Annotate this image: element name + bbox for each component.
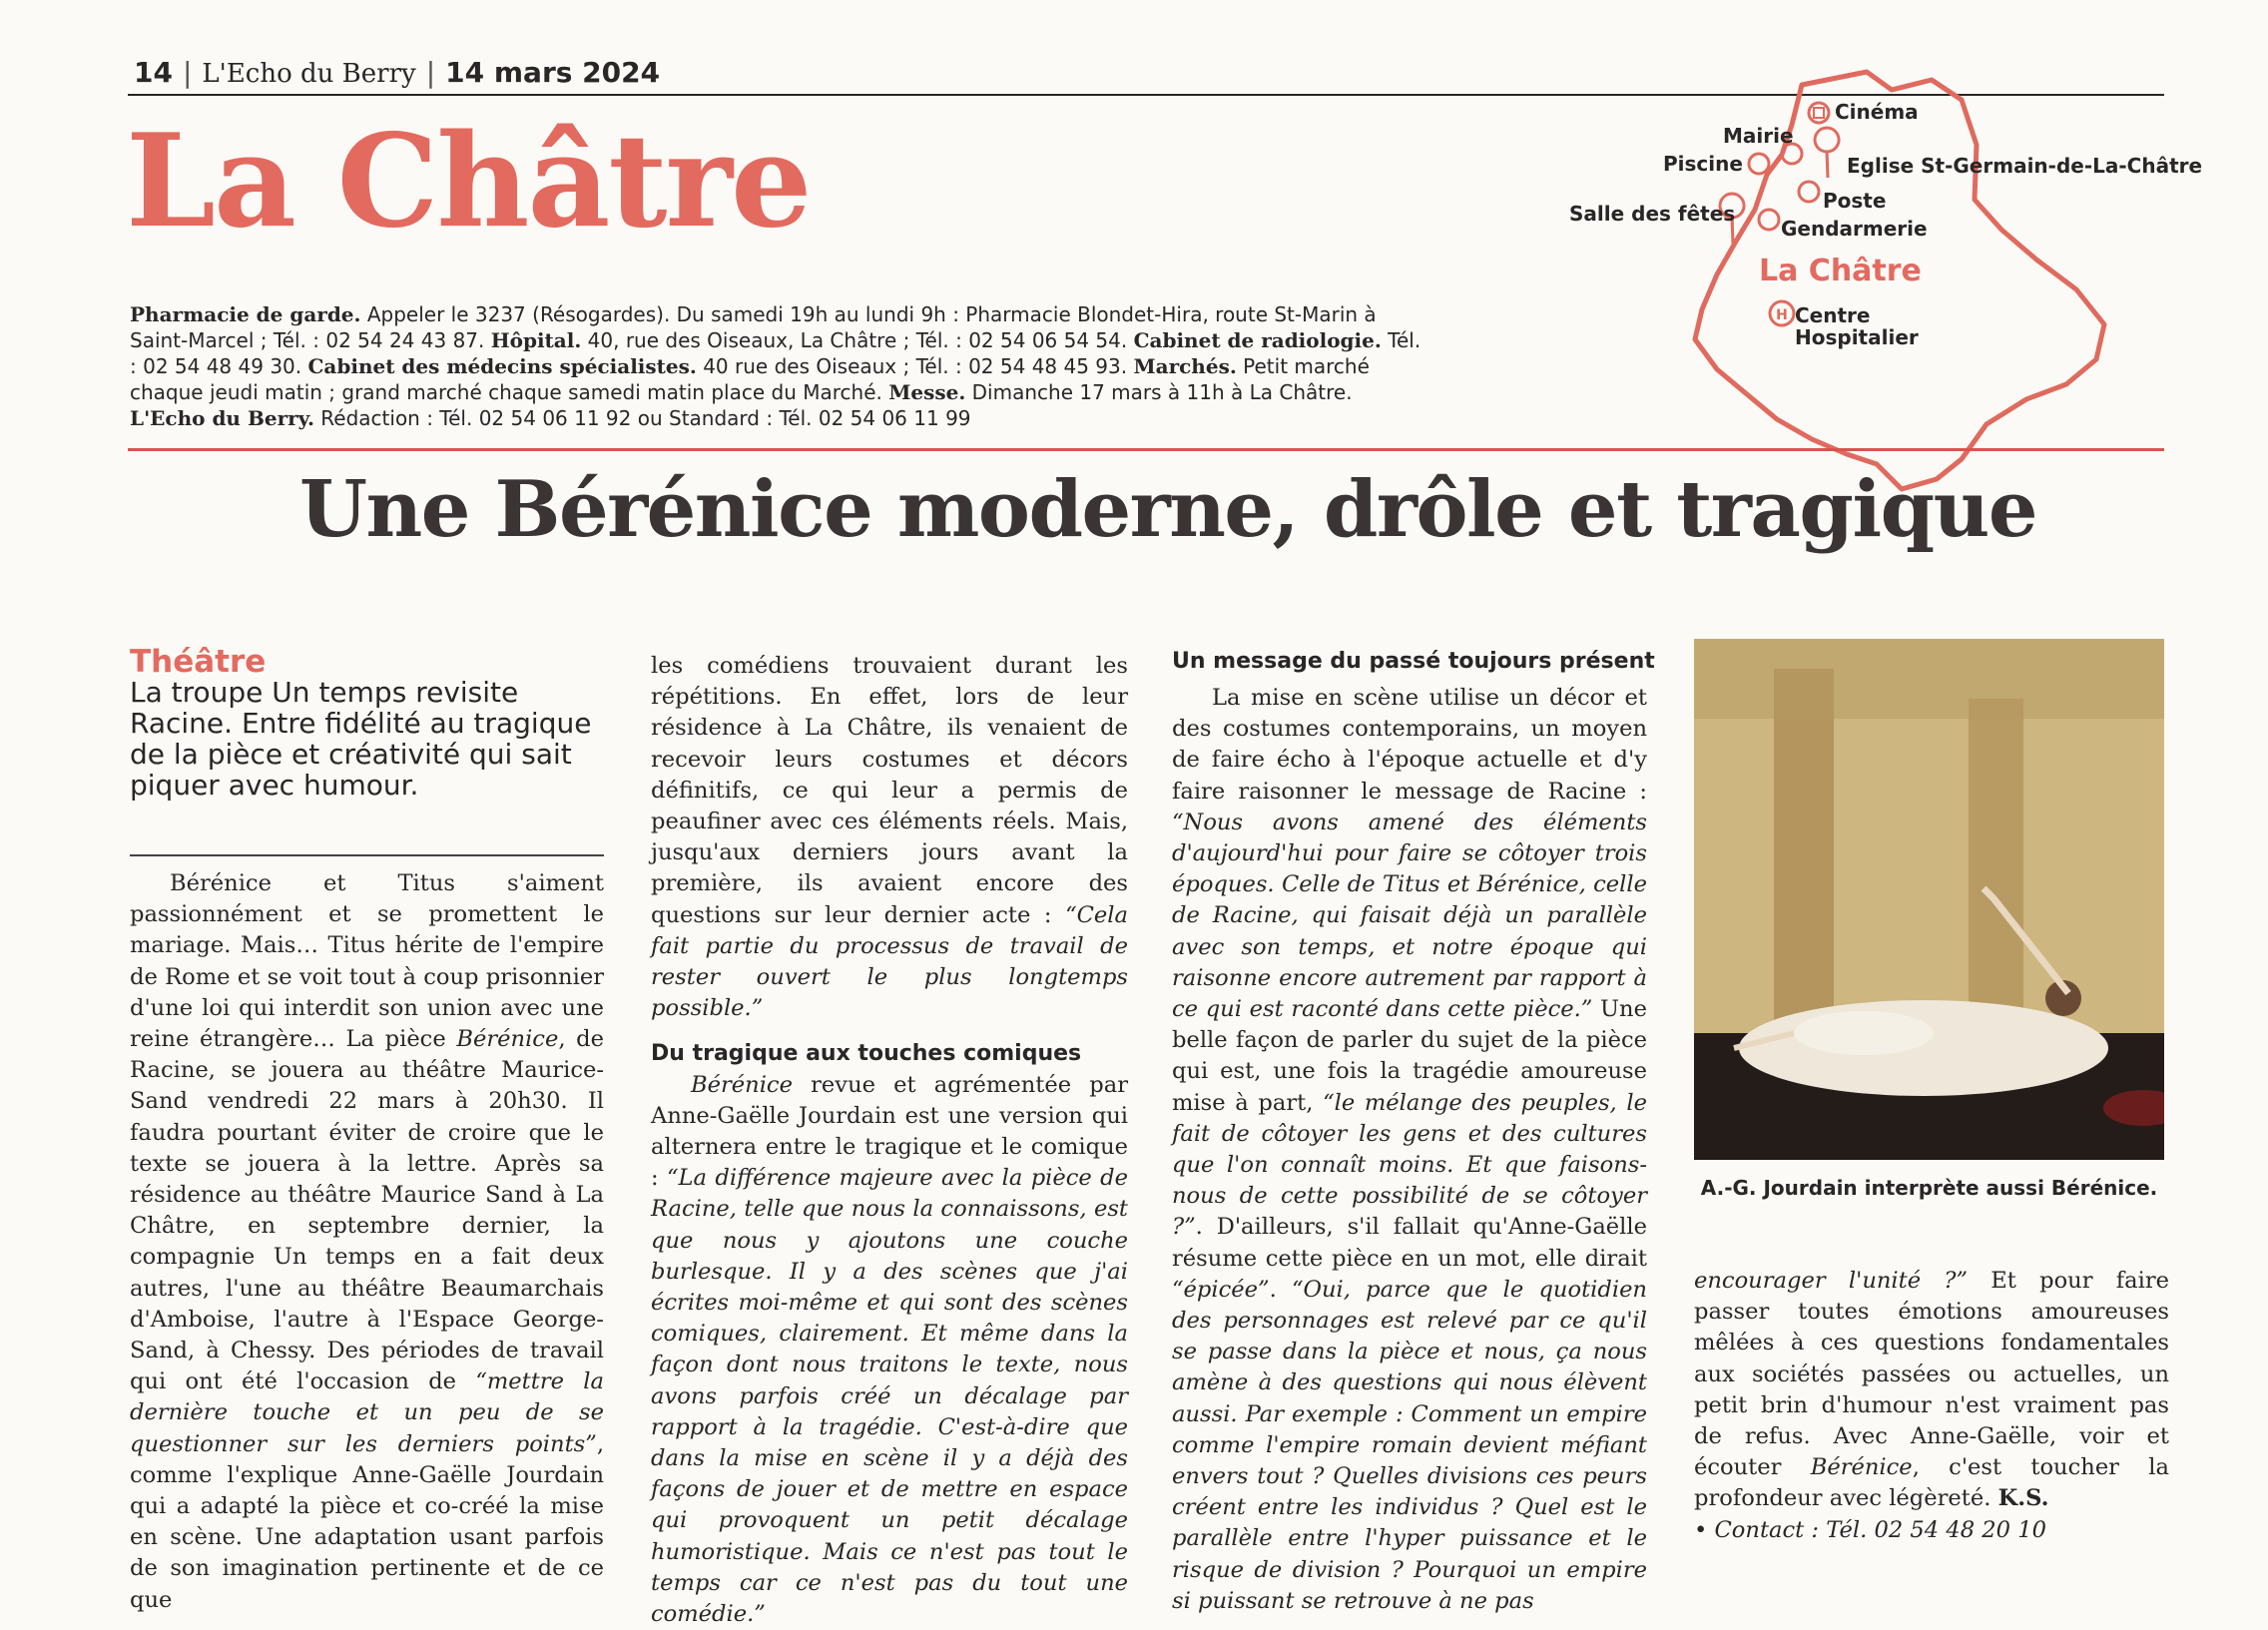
eglise-icon <box>1815 128 1839 178</box>
map-label-gendarmerie: Gendarmerie <box>1781 217 1928 241</box>
quote: “La différence majeure avec la pièce de Racine, telle que nous la connaissons, est que nous y ajoutons une couche burlesque. Il y a des scènes que j'ai écrites moi-même et qui sont des scènes comiques, clairement. Et même dans la façon dont nous traitons le texte, nous avons parfois créé un décalage par rapport à la tragédie. C'est-à-dire que dans la mise en scène il y a déjà des façons de jouer et de mettre en espace qui provoquent un petit décalage humoristique. Mais ce n'est pas tout le temps car ce n'est pas du tout une comédie.” <box>651 1165 1128 1628</box>
map-label-hopital-2: Hospitalier <box>1795 325 1919 349</box>
info-text: Tél. : 02 54 48 49 30. <box>130 328 1421 378</box>
map-label-mairie: Mairie <box>1723 124 1794 148</box>
map-label-piscine: Piscine <box>1663 152 1743 176</box>
play-title: Bérénice <box>456 1026 559 1053</box>
paragraph <box>130 868 604 1616</box>
article-headline: Une Bérénice moderne, drôle et tragique <box>299 464 2036 555</box>
paragraph <box>1694 1266 2169 1515</box>
text-run: Bérénice et Titus s'aiment passionnément et se promettent le mariage. Mais… Titus hérite de l'empire de Rome et se voit tout à coup prisonnier d'une loi qui interdit son union avec une reine étrangère… La pièce <box>130 870 604 1053</box>
photo-illustration <box>1694 639 2164 1160</box>
info-label: Hôpital. <box>490 328 582 352</box>
quote: “le mélange des peuples, le fait de côtoyer les gens et des cultures que l'on connaît moins. Et que faisons-nous de cette possibilité de se côtoyer ?” <box>1172 1089 1647 1241</box>
quote: “épicée” <box>1172 1276 1270 1303</box>
quote: “Oui, parce que le quotidien des personnages est relevé par ce qu'il se passe dans la pièce et nous, ça nous amène à des questions qui nous élèvent aussi. Par exemple : Comment un empire comme l'empire romain devient méfiant envers tout ? Quelles divisions ces peurs créent entre les individus ? Quel est le parallèle entre l'hyper puissance et le risque de division ? Pourquoi un empire si puissant se retrouve à ne pas <box>1172 1276 1647 1614</box>
section-title: La Châtre <box>126 107 811 257</box>
hopital-icon <box>1770 301 1794 325</box>
info-text: Rédaction : Tél. 02 54 06 11 92 ou Standard : Tél. 02 54 06 11 99 <box>313 406 971 430</box>
section-rule <box>128 448 2164 451</box>
quote: encourager l'unité ?” <box>1694 1268 1969 1294</box>
subheading: Du tragique aux touches comiques <box>651 1041 1082 1067</box>
piscine-icon <box>1749 154 1769 174</box>
map-label-eglise: Eglise St-Germain-de-La-Châtre <box>1847 154 2203 178</box>
text-run: , de Racine, se jouera au théâtre Maurice-Sand vendredi 22 mars à 20h30. Il faudra pourtant éviter de croire que le texte se jouera à la lettre. Après sa résidence au théâtre Maurice Sand à La Châtre, en septembre dernier, la compagnie Un temps en a fait deux autres, l'une au théâtre Beaumarchais d'Amboise, l'autre à l'Espace George-Sand, à Chessy. Des périodes de travail qui ont été l'occasion de <box>130 1026 604 1395</box>
text-run: . <box>1269 1276 1292 1303</box>
info-label: Marchés. <box>1133 354 1237 378</box>
photo-caption: A.-G. Jourdain interprète aussi Bérénice. <box>1700 1176 2158 1200</box>
gendarmerie-icon <box>1759 210 1779 230</box>
map-label-salle: Salle des fêtes <box>1569 202 1736 226</box>
poste-icon <box>1799 182 1819 202</box>
info-text: 40 rue des Oiseaux ; Tél. : 02 54 48 45 93. <box>696 354 1134 378</box>
text-run: Une belle façon de parler du sujet de la pièce qui est, une fois la tragédie amoureuse mise à part, <box>1172 996 1647 1116</box>
page-number: 14 <box>134 56 173 89</box>
text-run: . D'ailleurs, s'il fallait qu'Anne-Gaëlle résume cette pièce en un mot, elle dirait <box>1172 1214 1647 1272</box>
paragraph <box>651 651 1128 1024</box>
info-label: Pharmacie de garde. <box>130 302 361 326</box>
map-city-name: La Châtre <box>1759 254 1922 288</box>
text-run: Et pour faire passer toutes émotions amoureuses mêlées à ces questions fondamentales aux sociétés passées ou actuelles, un petit brin d'humour n'est vraiment pas de refus. Avec Anne-Gaëlle, voir et écouter <box>1694 1268 2170 1481</box>
play-title: Bérénice <box>691 1071 793 1098</box>
contact-line: • Contact : Tél. 02 54 48 20 10 <box>1694 1516 2046 1543</box>
quote: “Cela fait partie du processus de travail de rester ouvert le plus longtemps possible.” <box>651 901 1128 1022</box>
article-photo <box>1694 639 2164 1160</box>
separator: | <box>182 56 193 89</box>
article-column-2 <box>651 651 1128 1630</box>
article-chapo: La troupe Un temps revisite Racine. Entre fidélité au tragique de la pièce et créativité qui sait piquer avec humour. <box>130 676 592 802</box>
separator: | <box>425 56 436 89</box>
text-run: , comme l'explique Anne-Gaëlle Jourdain qui a adapté la pièce et co-créé la mise en scène. Une adaptation usant parfois de son imagination pertinente et de ce que <box>130 1430 604 1613</box>
author-signature: K.S. <box>1997 1485 2049 1512</box>
info-text: Dimanche 17 mars à 11h à La Châtre. <box>965 380 1353 404</box>
text-run: , c'est toucher la profondeur avec légèreté. <box>1694 1454 2169 1512</box>
play-title: Bérénice <box>1810 1454 1913 1481</box>
article-column-4 <box>1694 1266 2169 1546</box>
info-label: Cabinet des médecins spécialistes. <box>307 354 697 378</box>
article-column-1 <box>130 868 604 1616</box>
column-rule <box>130 854 604 856</box>
svg-text:H: H <box>1776 307 1788 323</box>
text-run: La mise en scène utilise un décor et des costumes contemporains, un moyen de faire écho à l'époque actuelle et d'y faire raisonner le message de Racine : <box>1172 685 1647 805</box>
map-label-hopital-1: Centre <box>1795 303 1871 327</box>
quote: “Nous avons amené des éléments d'aujourd'hui pour faire se côtoyer trois époques. Celle de Titus et Bérénice, celle de Racine, qui faisait déjà un parallèle avec son temps, et notre époque qui raisonne encore autrement par rapport à ce qui est raconté dans cette pièce.” <box>1172 809 1647 1023</box>
text-run: revue et agrémentée par Anne-Gaëlle Jourdain est une version qui alternera entre le tragique et le comique : <box>651 1071 1128 1192</box>
info-text: Petit marché chaque jeudi matin ; grand marché chaque samedi matin place du Marché. <box>130 354 1370 404</box>
subheading: Un message du passé toujours présent <box>1172 649 1655 674</box>
paragraph <box>651 1070 1128 1630</box>
info-label: Cabinet de radiologie. <box>1133 328 1382 352</box>
article-kicker: Théâtre <box>130 644 267 680</box>
page-header <box>134 56 660 89</box>
text-run: les comédiens trouvaient durant les répétitions. En effet, lors de leur résidence à La Châtre, ils venaient de recevoir leurs costumes et décors définitifs, ce qui leur a permis de peaufiner avec ces éléments réels. Mais, jusqu'aux derniers jours avant la première, ils avaient encore des questions sur leur dernier acte : <box>651 653 1128 928</box>
article-column-3 <box>1172 683 1647 1617</box>
quote: “mettre la dernière touche et un peu de se questionner sur les derniers points” <box>130 1368 604 1457</box>
newspaper-name: L'Echo du Berry <box>202 59 416 89</box>
info-text: 40, rue des Oiseaux, La Châtre ; Tél. : 02 54 06 54 54. <box>581 328 1134 352</box>
info-label: L'Echo du Berry. <box>130 406 314 430</box>
practical-info <box>130 301 1427 431</box>
issue-date: 14 mars 2024 <box>445 56 661 89</box>
info-label: Messe. <box>888 380 966 404</box>
paragraph <box>1172 683 1647 1617</box>
cinema-icon <box>1809 103 1829 123</box>
map-label-cinema: Cinéma <box>1835 100 1919 124</box>
map-label-poste: Poste <box>1823 189 1887 213</box>
info-text: Appeler le 3237 (Résogardes). Du samedi 19h au lundi 9h : Pharmacie Blondet-Hira, route St-Marin à Saint-Marcel ; Tél. : 02 54 24 43 87. <box>130 302 1377 352</box>
